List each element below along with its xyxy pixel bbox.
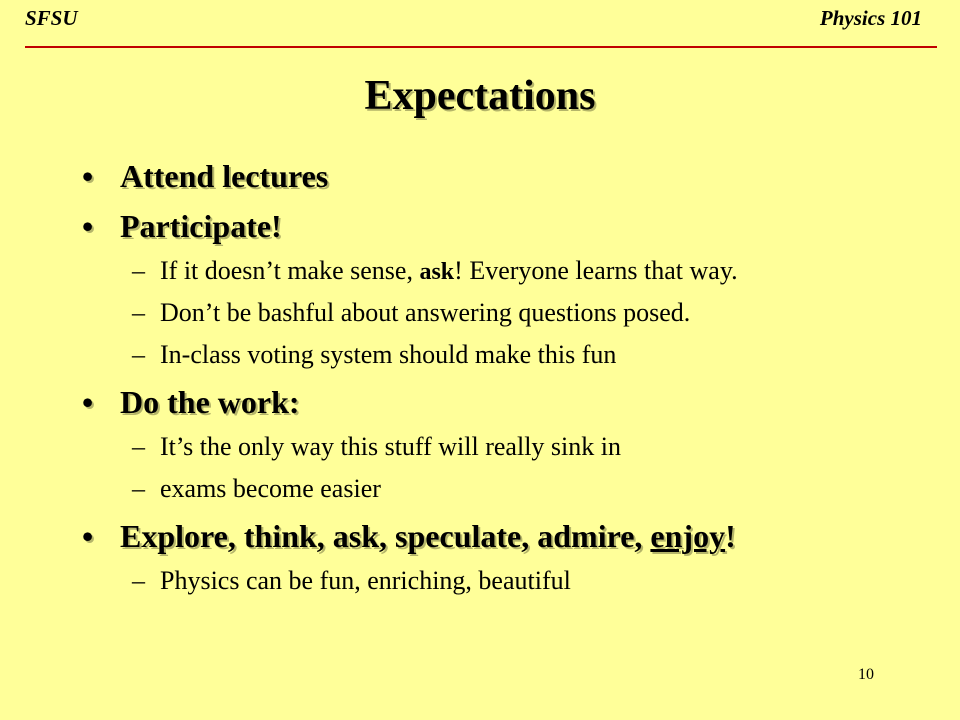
sub-bullet-text: In-class voting system should make this fun — [160, 340, 617, 369]
sub-bullet-marker: – — [132, 474, 145, 503]
sub-bullet-marker: – — [132, 340, 145, 369]
sub-bullet-marker: – — [132, 256, 145, 285]
bullet-text-post: ! — [725, 518, 736, 554]
sub-bullet-text: Physics can be fun, enriching, beautiful — [160, 566, 571, 595]
header-course: Physics 101 — [819, 6, 922, 30]
bullet-text-underlined: enjoy — [650, 518, 726, 554]
bullet-attend-lectures — [82, 158, 328, 195]
sub-bullet-sink-in — [132, 432, 621, 462]
sub-bullet-marker: – — [132, 432, 145, 461]
bullet-do-the-work — [82, 384, 300, 421]
sub-bullet-text-post: ! Everyone learns that way. — [454, 256, 738, 285]
sub-bullet-text-bold: ask — [419, 259, 455, 285]
sub-bullet-text: exams become easier — [160, 474, 381, 503]
header-divider — [25, 46, 937, 48]
bullet-text-pre: Explore, think, ask, speculate, admire, — [120, 518, 651, 554]
sub-bullet-text-pre: If it doesn’t make sense, — [160, 256, 420, 285]
sub-bullet-marker: – — [132, 298, 145, 327]
sub-bullet-physics-fun — [132, 566, 571, 596]
bullet-participate — [82, 208, 282, 245]
bullet-text: Do the work: — [120, 384, 300, 420]
sub-bullet-text: It’s the only way this stuff will really sink in — [160, 432, 621, 461]
sub-bullet-ask — [132, 256, 738, 286]
bullet-marker: • — [82, 158, 94, 194]
bullet-marker: • — [82, 208, 94, 244]
bullet-text: Participate! — [120, 208, 282, 244]
sub-bullet-exams — [132, 474, 381, 504]
bullet-marker: • — [82, 518, 94, 554]
bullet-explore — [82, 518, 736, 555]
header-institution: SFSU — [25, 6, 78, 30]
slide-title: Expectations — [364, 73, 596, 119]
sub-bullet-bashful — [132, 298, 690, 328]
sub-bullet-text: Don’t be bashful about answering questions posed. — [160, 298, 691, 327]
bullet-text: Attend lectures — [120, 158, 329, 194]
sub-bullet-voting — [132, 340, 616, 370]
sub-bullet-marker: – — [132, 566, 145, 595]
bullet-marker: • — [82, 384, 94, 420]
page-number: 10 — [858, 666, 874, 683]
